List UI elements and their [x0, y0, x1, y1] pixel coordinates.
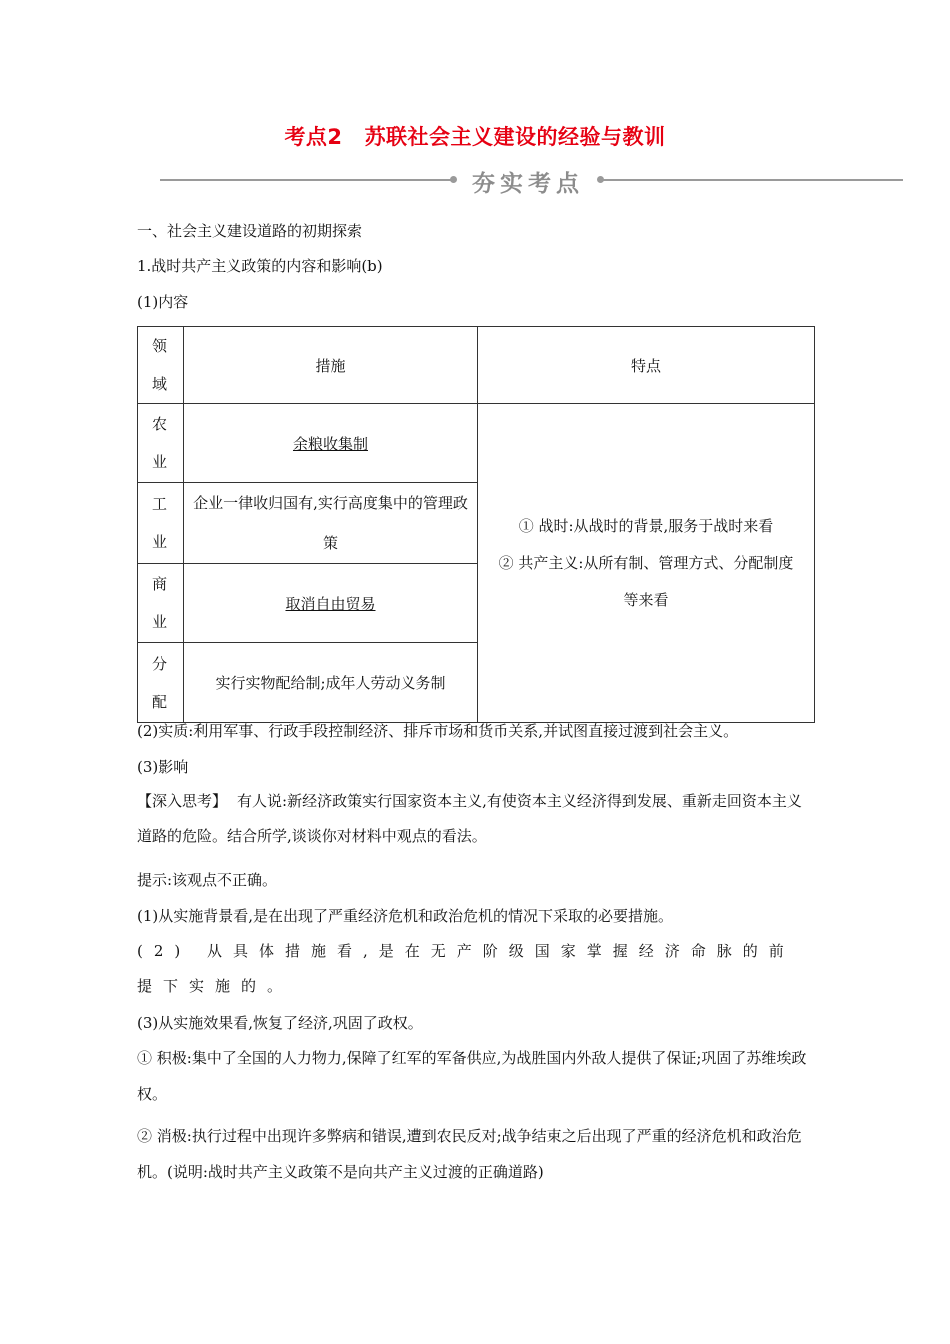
hint-point-1: (1)从实施背景看,是在出现了严重经济危机和政治危机的情况下采取的必要措施。	[137, 907, 674, 925]
policy-table	[137, 326, 815, 723]
header-measure: 措施	[184, 327, 478, 404]
banner-label: 夯实考点	[472, 171, 584, 197]
field-cell	[138, 564, 184, 643]
think-tag: 【深入思考】	[137, 792, 228, 810]
hint-point-2: (2) 从具体措施看,是在无产阶级国家掌握经济命脉的前提下实施的。	[137, 942, 795, 995]
field-label: 农业	[152, 415, 168, 471]
item-heading: 1.战时共产主义政策的内容和影响(b)	[137, 257, 383, 275]
field-label: 分配	[152, 654, 168, 711]
feature-line-2: ② 共产主义:从所有制、管理方式、分配制度等来看	[498, 553, 794, 609]
header-feature: 特点	[478, 327, 815, 404]
measure-cell	[184, 564, 478, 643]
positive-effect: ① 积极:集中了全国的人力物力,保障了红军的军备供应,为战胜国内外敌人提供了保证;巩固了苏维埃政权。	[137, 1049, 807, 1103]
measure-text: 取消自由贸易	[285, 594, 376, 613]
think-text: 有人说:新经济政策实行国家资本主义,有使资本主义经济得到发展、重新走回资本主义道路的危险。结合所学,谈谈你对材料中观点的看法。	[137, 792, 802, 845]
measure-text: 实行实物配给制;成年人劳动义务制	[215, 674, 446, 692]
field-cell	[138, 483, 184, 564]
banner-dot-left	[450, 176, 457, 183]
hint-paragraph: 提示:该观点不正确。	[137, 871, 278, 889]
header-field: 领域	[152, 337, 168, 393]
feature-line-1: ① 战时:从战时的背景,服务于战时来看	[518, 516, 774, 535]
page-title	[0, 121, 950, 151]
table-header-row	[138, 327, 815, 404]
section-banner	[160, 165, 903, 195]
header-field-cell	[138, 327, 184, 404]
field-label: 商业	[152, 575, 168, 631]
measure-text: 企业一律收归国有,实行高度集中的管理政策	[193, 494, 468, 552]
measure-cell	[184, 404, 478, 483]
essence-paragraph: (2)实质:利用军事、行政手段控制经济、排斥市场和货币关系,并试图直接过渡到社会主义。	[137, 722, 739, 740]
field-cell	[138, 643, 184, 723]
impact-heading: (3)影响	[137, 758, 189, 776]
negative-effect: ② 消极:执行过程中出现许多弊病和错误,遭到农民反对;战争结束之后出现了严重的经济危机和政治危机。(说明:战时共产主义政策不是向共产主义过渡的正确道路)	[137, 1127, 802, 1181]
title-left: 考点2	[284, 125, 343, 149]
feature-cell	[478, 404, 815, 723]
table-row	[138, 404, 815, 483]
measure-cell	[184, 643, 478, 723]
sub-heading-content: (1)内容	[137, 293, 189, 311]
banner-line-right	[603, 179, 903, 181]
field-label: 工业	[152, 495, 168, 551]
measure-cell	[184, 483, 478, 564]
hint-point-3: (3)从实施效果看,恢复了经济,巩固了政权。	[137, 1014, 423, 1032]
field-cell	[138, 404, 184, 483]
section-heading: 一、社会主义建设道路的初期探索	[137, 222, 363, 240]
banner-line-left	[160, 179, 456, 181]
title-right: 苏联社会主义建设的经验与教训	[364, 125, 666, 149]
think-paragraph	[137, 784, 814, 854]
measure-text: 余粮收集制	[292, 434, 368, 453]
